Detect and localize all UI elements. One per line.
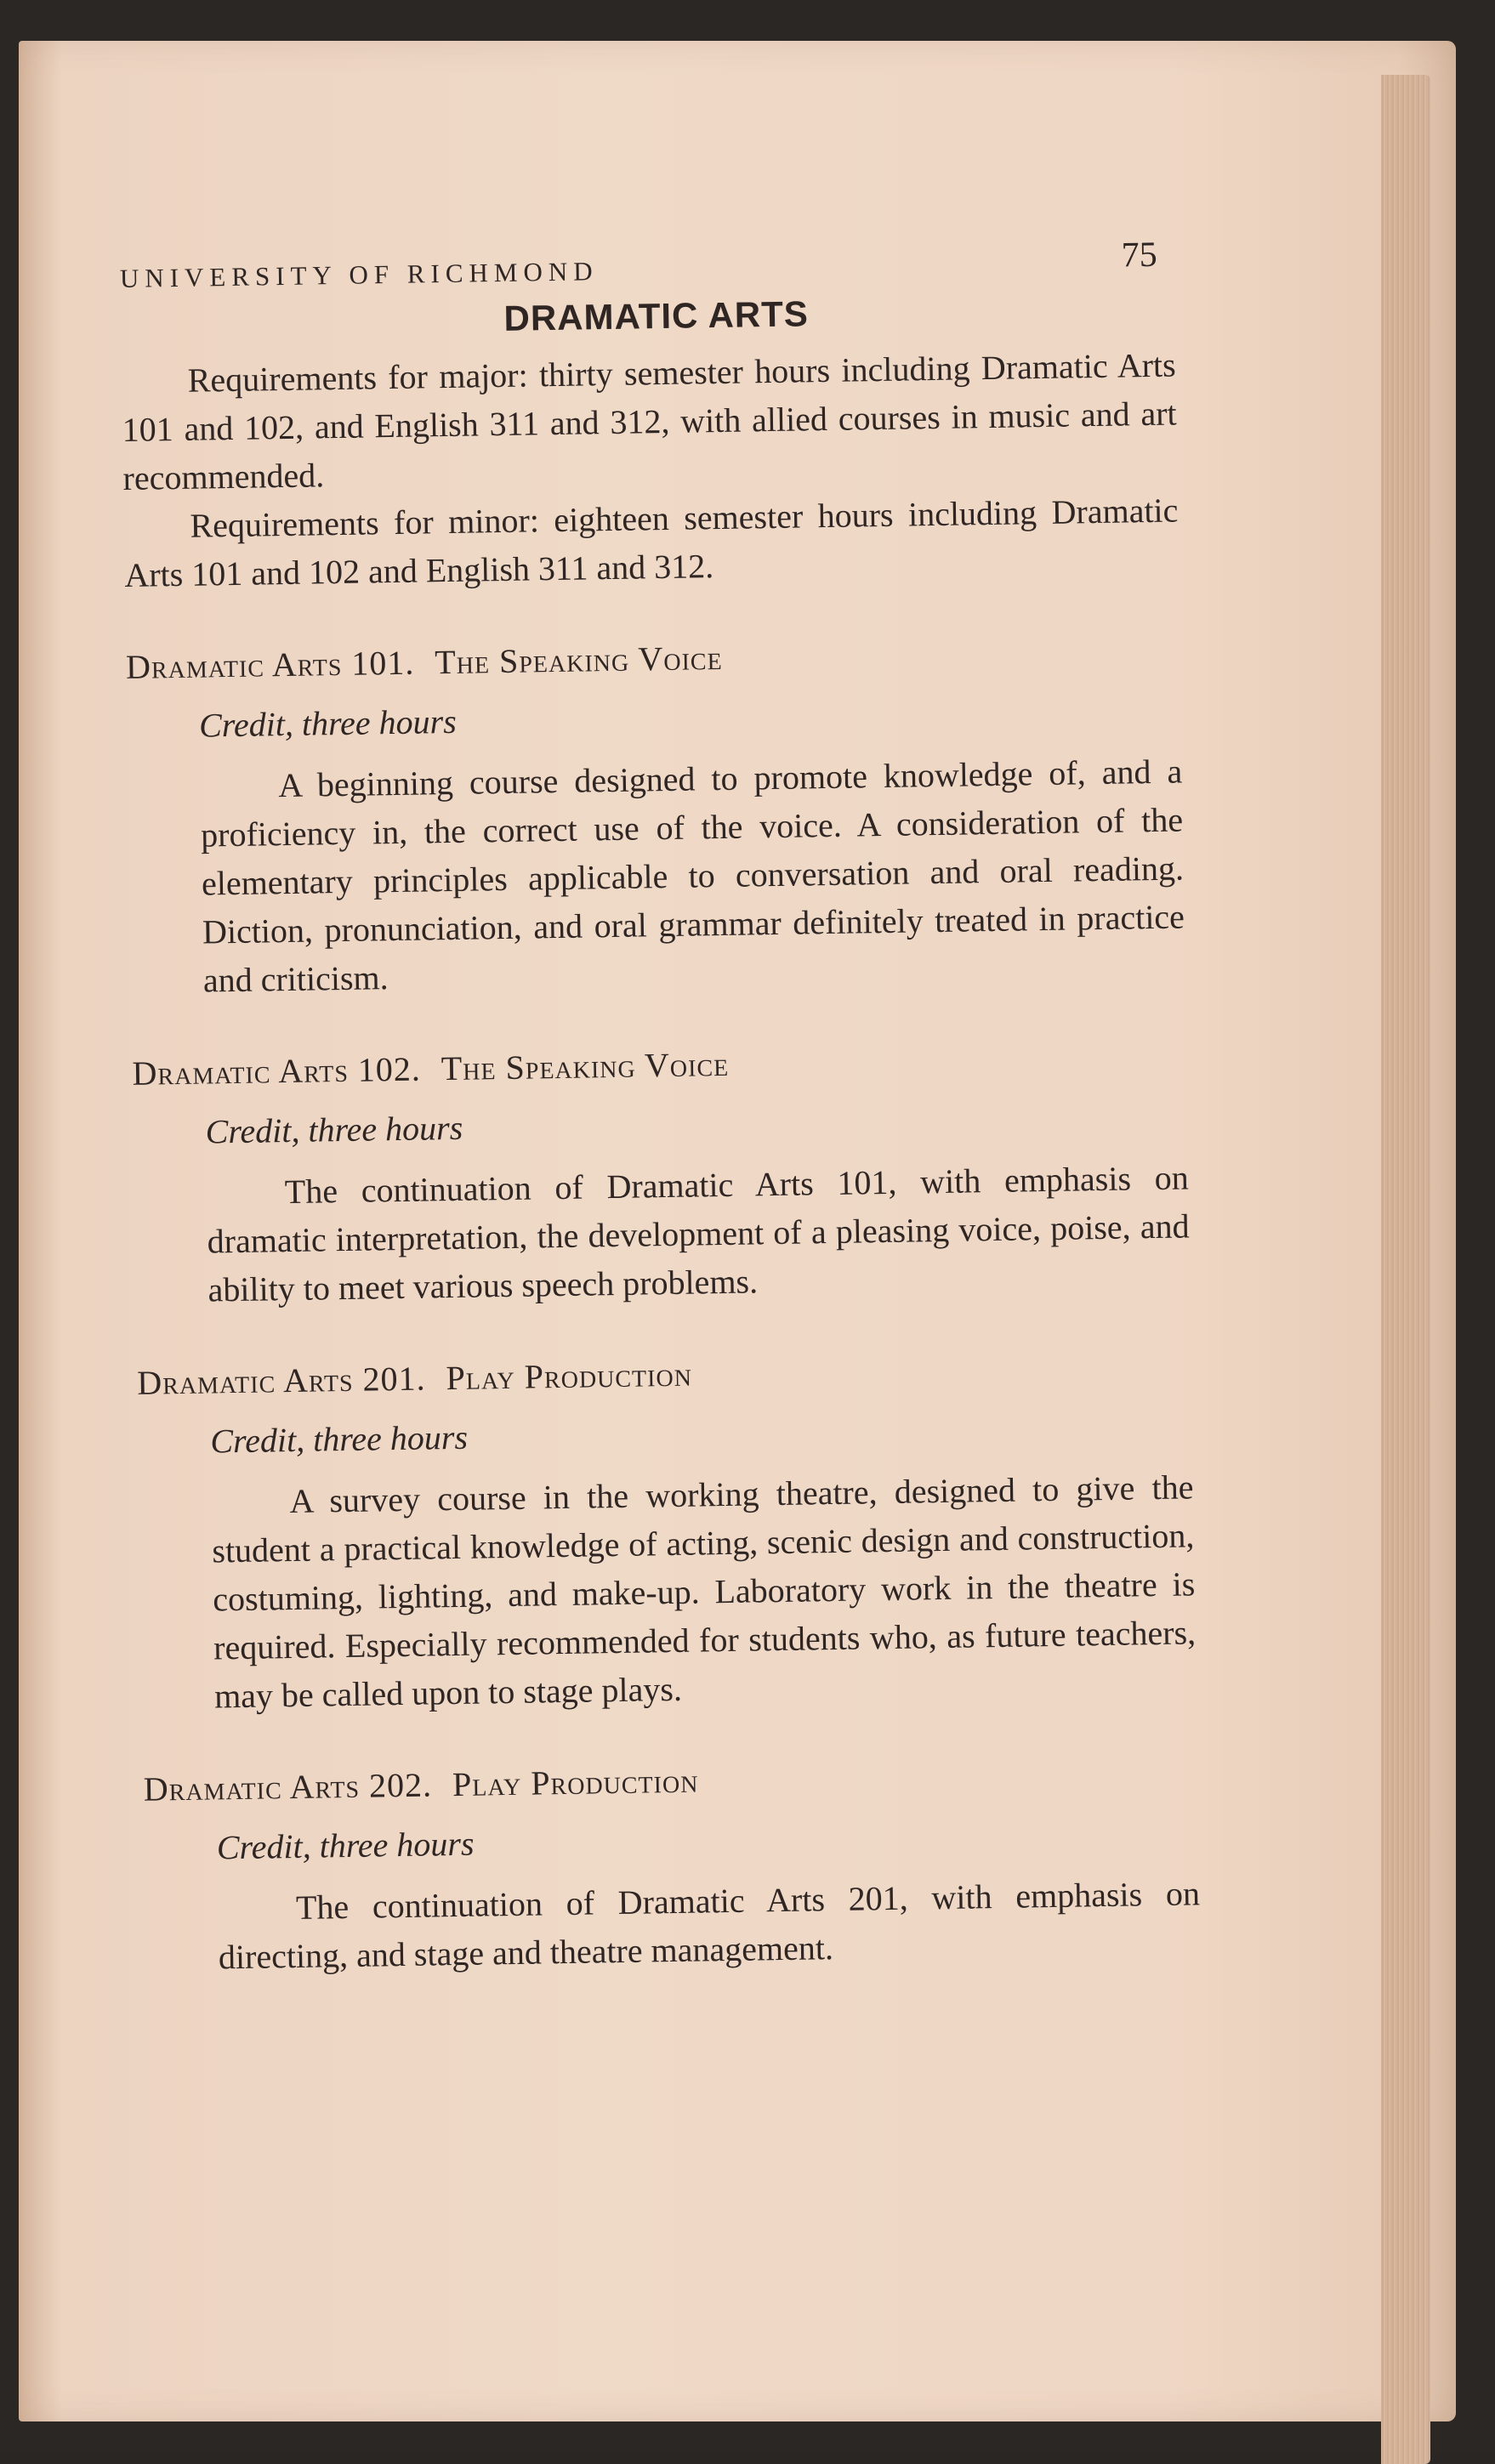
page-edge-stack bbox=[1381, 75, 1430, 2464]
course-heading bbox=[137, 1345, 1192, 1404]
course-description-text: A survey course in the working theatre, designed to give the student a practical knowledge of acting, scenic design and construction, costuming, lighting, and make-up. Laboratory work in the theatre is required. Especially recommended for students who, as future teachers, may be called upon to stage plays. bbox=[212, 1468, 1197, 1716]
course-title: The Speaking Voice bbox=[434, 638, 723, 682]
course-number: Dramatic Arts 101. bbox=[125, 643, 415, 686]
course-entry bbox=[126, 629, 1185, 1005]
running-title: UNIVERSITY OF RICHMOND bbox=[119, 256, 599, 293]
course-title: Play Production bbox=[446, 1354, 693, 1398]
course-title: Play Production bbox=[452, 1761, 699, 1804]
section-title: DRAMATIC ARTS bbox=[503, 293, 810, 338]
page-number: 75 bbox=[1121, 235, 1157, 275]
course-number: Dramatic Arts 102. bbox=[132, 1049, 422, 1093]
course-credit: Credit, three hours bbox=[205, 1108, 463, 1151]
page-content bbox=[119, 213, 1201, 1983]
course-credit: Credit, three hours bbox=[198, 701, 458, 745]
course-entry bbox=[132, 1036, 1191, 1314]
course-description bbox=[218, 1869, 1202, 1981]
course-number: Dramatic Arts 201. bbox=[136, 1359, 426, 1402]
course-title: The Speaking Voice bbox=[441, 1044, 730, 1088]
major-requirements: Requirements for major: thirty semester hours including Dramatic Arts 101 and 102, and English 311 and 312, with allied courses in music and art recommended. bbox=[122, 345, 1177, 497]
minor-requirements: Requirements for minor: eighteen semester hours including Dramatic Arts 101 and 102 and English 311 and 312. bbox=[124, 491, 1179, 594]
course-heading bbox=[126, 629, 1181, 688]
course-entry bbox=[137, 1345, 1197, 1721]
course-description-text: The continuation of Dramatic Arts 101, with emphasis on dramatic interpretation, the development of a pleasing voice, poise, and ability to meet various speech problems. bbox=[207, 1158, 1190, 1309]
course-description-text: The continuation of Dramatic Arts 201, with emphasis on directing, and stage and theatre management. bbox=[218, 1874, 1201, 1977]
course-description bbox=[200, 747, 1185, 1004]
course-heading bbox=[132, 1036, 1187, 1094]
course-heading bbox=[143, 1751, 1198, 1810]
course-description bbox=[211, 1462, 1197, 1720]
course-credit: Credit, three hours bbox=[210, 1417, 469, 1461]
course-number: Dramatic Arts 202. bbox=[143, 1765, 433, 1808]
course-description bbox=[206, 1153, 1191, 1314]
course-description-text: A beginning course designed to promote knowledge of, and a proficiency in, the correct use of the voice. A consideration of the elementary principles applicable to conversation and oral reading. Diction, pronunciation, and oral grammar definitely treated in practice and criticism. bbox=[200, 752, 1185, 1000]
course-credit: Credit, three hours bbox=[216, 1824, 475, 1867]
course-entry bbox=[143, 1751, 1201, 1982]
